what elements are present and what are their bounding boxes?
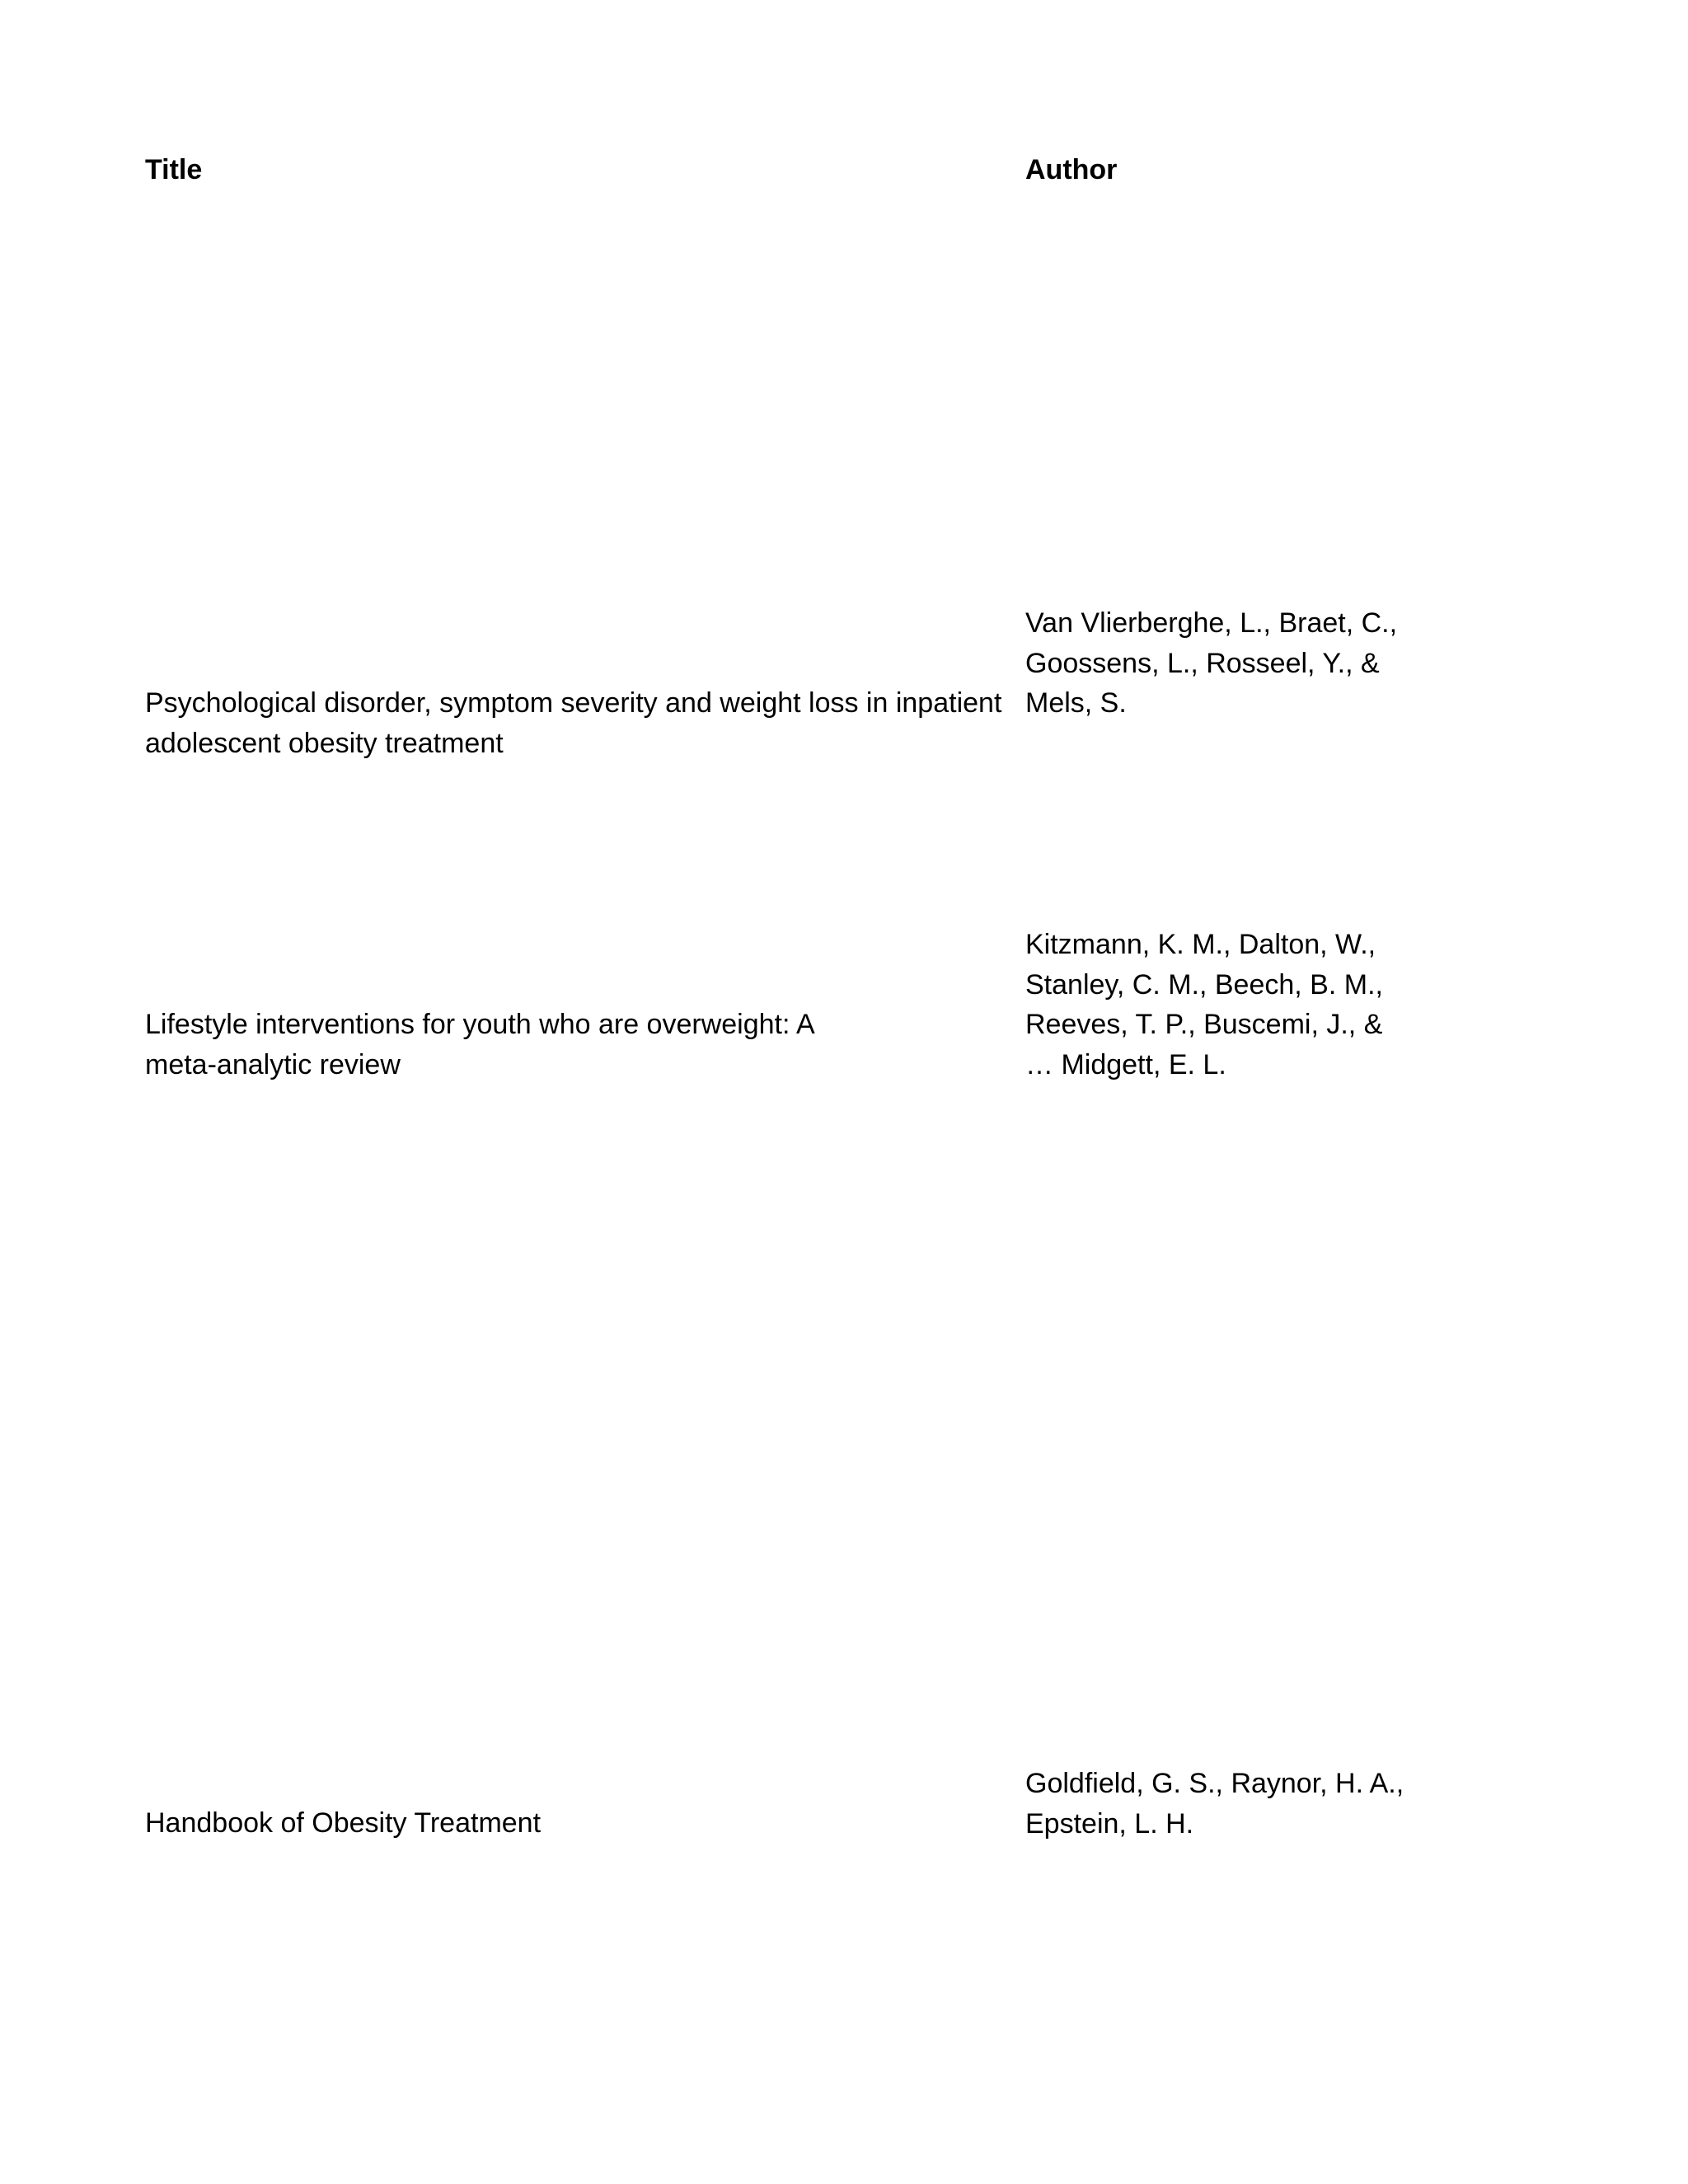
row-1-title: Psychological disorder, symptom severity and weight loss in inpatient adolescent obesity treatment: [145, 687, 1002, 759]
header-title: Title: [145, 154, 203, 185]
row-2-title: Lifestyle interventions for youth who are overweight: A meta-analytic review: [145, 1009, 815, 1080]
row-1-author: Van Vlierberghe, L., Braet, C., Goossens, L., Rosseel, Y., & Mels, S.: [1025, 607, 1398, 719]
header-author: Author: [1025, 154, 1118, 185]
row-3-author: Goldfield, G. S., Raynor, H. A., Epstein, L. H.: [1025, 1768, 1404, 1840]
row-2-author: Kitzmann, K. M., Dalton, W., Stanley, C. M., Beech, B. M., Reeves, T. P., Buscemi, J., & … Midgett, E. L.: [1025, 929, 1383, 1080]
row-3-title: Handbook of Obesity Treatment: [145, 1807, 542, 1839]
